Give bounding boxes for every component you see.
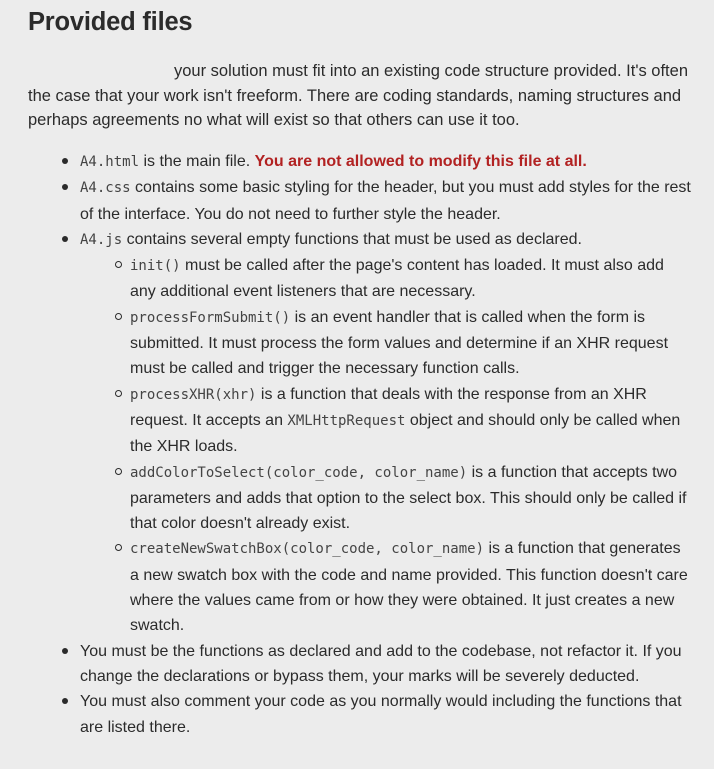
section-heading: Provided files	[28, 8, 193, 36]
requirements-list	[62, 149, 692, 740]
list-item-text: contains several empty functions that must be used as declared.	[122, 230, 582, 248]
code-process-xhr: processXHR(xhr)	[130, 386, 257, 403]
list-item-declarations: You must be the functions as declared and add to the codebase, not refactor it. If you change the declarations or bypass them, your marks will be severely deducted.	[62, 639, 692, 690]
code-xmlhttprequest: XMLHttpRequest	[287, 412, 406, 429]
function-description: is a function that generates a new swatch box with the code and name provided. This function doesn't care where the values came from or how they were obtained. It just creates a new swatch.	[130, 540, 688, 635]
code-a4-html: A4.html	[80, 154, 140, 170]
function-item-process-xhr	[80, 382, 692, 460]
function-description: is a function that accepts two parameters and adds that option to the select box. This should only be called if that color doesn't already exist.	[130, 463, 687, 533]
function-item-process-form-submit	[80, 305, 692, 382]
code-init: init()	[130, 258, 181, 275]
list-item-text: contains some basic styling for the header, but you must add styles for the rest of the interface. You do not need to further style the header.	[80, 179, 691, 223]
list-item-comments: You must also comment your code as you normally would including the functions that are listed there.	[62, 689, 692, 740]
code-create-new-swatch-box: createNewSwatchBox(color_code, color_name)	[130, 541, 485, 558]
code-a4-js: A4.js	[80, 231, 123, 248]
function-description: is a function that deals with the response from an XHR request. It accepts an	[130, 385, 647, 429]
warning-text: You are not allowed to modify this file at all.	[254, 153, 587, 170]
list-item-text: is the main file.	[139, 153, 255, 170]
function-item-init	[80, 253, 692, 305]
function-description: is an event handler that is called when the form is submitted. It must process the form values and determine if an XHR request must be called and trigger the necessary function calls.	[130, 308, 669, 378]
function-item-add-color-to-select	[80, 460, 692, 537]
function-item-create-new-swatch-box	[80, 536, 692, 638]
list-item-html	[62, 149, 692, 175]
list-item-js	[62, 227, 692, 639]
function-description-end: object and should only be called when the XHR loads.	[130, 411, 681, 456]
code-a4-css: A4.css	[80, 180, 131, 197]
list-item-css	[62, 175, 692, 227]
code-add-color-to-select: addColorToSelect(color_code, color_name)	[130, 464, 468, 481]
function-description: must be called after the page's content has loaded. It must also add any additional event listeners that are necessary.	[130, 257, 664, 301]
intro-paragraph	[28, 59, 688, 133]
code-process-form-submit: processFormSubmit()	[130, 309, 291, 326]
function-list	[80, 253, 692, 638]
intro-text: your solution must fit into an existing code structure provided. It's often the case that your work isn't freeform. There are coding standards, naming structures and perhaps agreements no what will exist so that others can use it too.	[28, 62, 688, 129]
